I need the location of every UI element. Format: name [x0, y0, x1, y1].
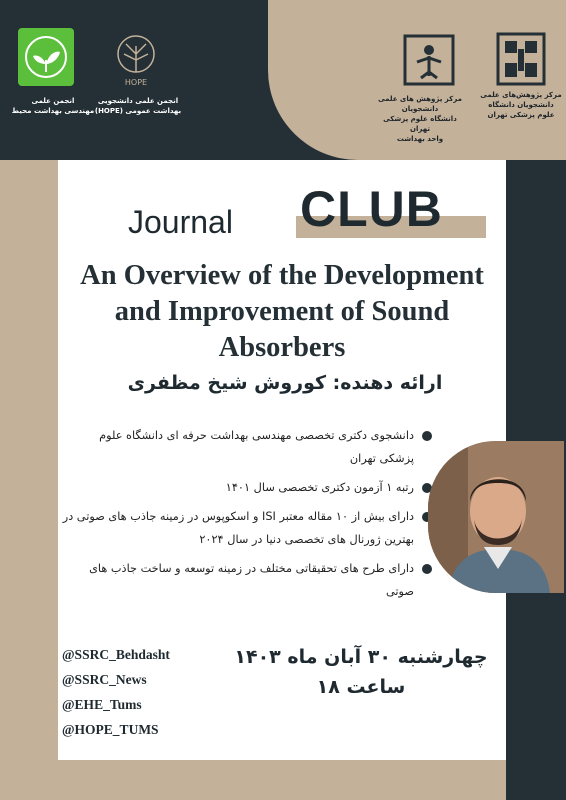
presenter-bio-list: [62, 424, 436, 609]
ssrc-health-logo: [400, 32, 458, 88]
tree-icon: [106, 32, 166, 88]
env-health-logo: [18, 28, 74, 86]
background-dark-right: [506, 560, 566, 800]
social-handle[interactable]: @SSRC_Behdasht: [62, 647, 170, 662]
grid-emblem-icon: [495, 31, 547, 87]
presenter-portrait-icon: [428, 441, 564, 593]
person-tree-icon: [401, 32, 457, 88]
env-health-logo-caption: انجمن علمی مهندسی بهداشت محیط: [11, 97, 95, 115]
ssrc-tums-logo-caption: مرکز پژوهش‌های علمی دانشجویان دانشگاه علوم پزشکی تهران: [480, 91, 562, 119]
bio-item-text: دانشجوی دکتری تخصصی مهندسی بهداشت حرفه ای دانشگاه علوم پزشکی تهران: [99, 429, 414, 465]
club-word: CLUB: [300, 181, 443, 237]
bio-item-text: دارای طرح های تحقیقاتی مختلف در زمینه توسعه و ساخت جاذب های صوتی: [89, 562, 414, 598]
social-handle[interactable]: @HOPE_TUMS: [62, 722, 159, 737]
bullet-dot-icon: [422, 564, 432, 574]
talk-title: An Overview of the Development and Improvement of Sound Absorbers: [80, 260, 484, 363]
bio-item: [62, 424, 436, 470]
social-handle[interactable]: @SSRC_News: [62, 672, 147, 687]
leaf-icon: [23, 34, 69, 80]
ssrc-tums-logo: [494, 30, 548, 88]
event-time: ساعت ۱۸: [316, 676, 406, 698]
bio-item-text: رتبه ۱ آزمون دکتری تخصصی سال ۱۴۰۱: [225, 481, 414, 494]
social-handles: [62, 642, 192, 742]
journal-word: Journal: [128, 204, 233, 240]
hope-logo-caption: انجمن علمی دانشجویی بهداشت عمومی (HOPE): [94, 97, 182, 115]
bio-item: [62, 476, 436, 499]
event-date: چهارشنبه ۳۰ آبان ماه ۱۴۰۳: [234, 646, 488, 668]
presenter-line: ارائه دهنده: کوروش شیخ مظفری: [127, 372, 443, 394]
bio-item: [62, 557, 436, 603]
hope-mark: HOPE: [124, 78, 148, 87]
bullet-dot-icon: [422, 431, 432, 441]
hope-logo: [104, 32, 168, 88]
bio-item: [62, 505, 436, 551]
presenter-photo: [428, 441, 564, 593]
ssrc-health-logo-caption: مرکز پژوهش های علمی دانشجویان دانشگاه علوم پزشکی تهران واحد بهداشت: [378, 95, 462, 143]
bio-item-text: دارای بیش از ۱۰ مقاله معتبر ISI و اسکوپوس در زمینه جاذب های صوتی در بهترین ژورنال های تخصصی دنیا در سال ۲۰۲۴: [62, 510, 414, 546]
background-tan-bottom: [0, 760, 566, 800]
background-tan-left: [0, 160, 58, 780]
social-handle[interactable]: @EHE_Tums: [62, 697, 142, 712]
